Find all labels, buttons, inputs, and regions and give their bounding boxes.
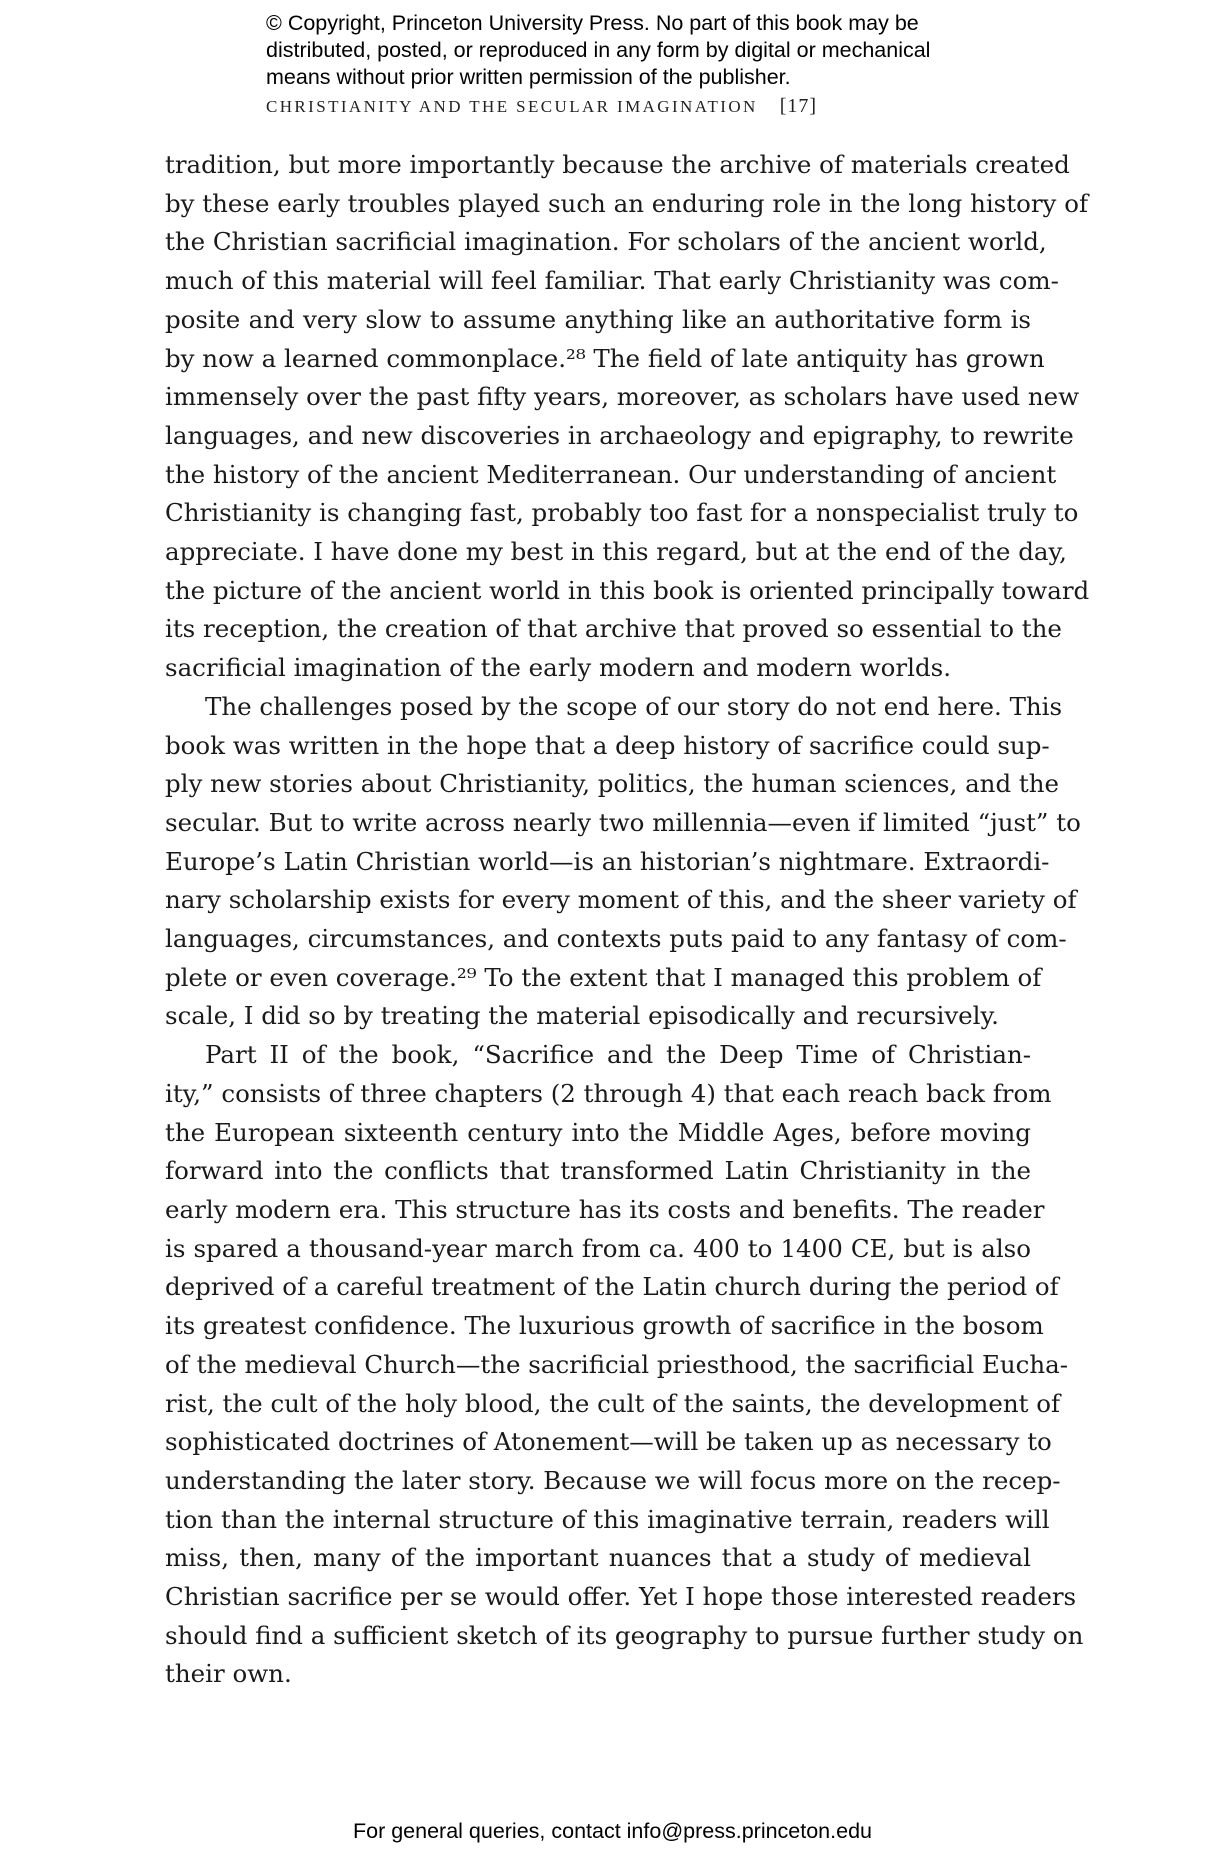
text-line: nary scholarship exists for every moment of this, and the sheer variety of <box>165 885 1077 915</box>
text-line: ply new stories about Christianity, politics, the human sciences, and the <box>165 769 1060 799</box>
text-line: the European sixteenth century into the Middle Ages, before moving <box>165 1117 1031 1147</box>
text-line: appreciate. I have done my best in this regard, but at the end of the day, <box>165 537 1067 567</box>
running-head <box>266 95 966 118</box>
text-line: Europe’s Latin Christian world—is an historian’s nightmare. Extraordi- <box>165 846 1050 876</box>
text-line: sacrificial imagination of the early modern and modern worlds. <box>165 653 952 683</box>
text-line: secular. But to write across nearly two millennia—even if limited “just” to <box>165 807 1081 837</box>
copyright-line: distributed, posted, or reproduced in any form by digital or mechanical <box>266 38 931 62</box>
text-line: plete or even coverage.²⁹ To the extent that I managed this problem of <box>165 962 1042 992</box>
text-line: the Christian sacrificial imagination. For scholars of the ancient world, <box>165 227 1047 257</box>
body-text <box>165 146 1090 1694</box>
text-line: scale, I did so by treating the material episodically and recursively. <box>165 1001 999 1031</box>
copyright-line: © Copyright, Princeton University Press. No part of this book may be <box>266 11 919 35</box>
text-line: Christianity is changing fast, probably too fast for a nonspecialist truly to <box>165 498 1079 528</box>
text-line: sophisticated doctrines of Atonement—will be taken up as necessary to <box>165 1427 1052 1457</box>
text-line: its reception, the creation of that archive that proved so essential to the <box>165 614 1062 644</box>
text-line: the picture of the ancient world in this book is oriented principally toward <box>165 575 1090 605</box>
text-line: The challenges posed by the scope of our story do not end here. This <box>205 691 1063 721</box>
text-line: understanding the later story. Because we will focus more on the recep- <box>165 1465 1061 1495</box>
running-head-title: CHRISTIANITY AND THE SECULAR IMAGINATION <box>266 97 758 116</box>
text-line: of the medieval Church—the sacrificial priesthood, the sacrificial Eucha- <box>165 1349 1069 1379</box>
text-line: early modern era. This structure has its costs and benefits. The reader <box>165 1194 1045 1224</box>
text-line: tradition, but more importantly because the archive of materials created <box>165 150 1070 179</box>
text-line: much of this material will feel familiar. That early Christianity was com- <box>165 266 1059 296</box>
text-line: their own. <box>165 1659 292 1689</box>
text-line: book was written in the hope that a deep history of sacrifice could sup- <box>165 730 1050 760</box>
text-line: Christian sacrifice per se would offer. Yet I hope those interested readers <box>165 1582 1077 1612</box>
text-line: miss, then, many of the important nuances that a study of medieval <box>165 1543 1031 1573</box>
text-line: tion than the internal structure of this imaginative terrain, readers will <box>165 1504 1050 1534</box>
text-line: its greatest confidence. The luxurious growth of sacrifice in the bosom <box>165 1311 1044 1341</box>
copyright-notice <box>266 10 966 91</box>
page-number: [17] <box>779 95 818 117</box>
text-line: immensely over the past fifty years, moreover, as scholars have used new <box>165 382 1080 412</box>
text-line: by now a learned commonplace.²⁸ The field of late antiquity has grown <box>165 343 1045 373</box>
paragraph <box>165 146 1090 688</box>
text-line: languages, circumstances, and contexts puts paid to any fantasy of com- <box>165 924 1067 954</box>
paragraph <box>165 1036 1084 1694</box>
text-line: deprived of a careful treatment of the Latin church during the period of <box>165 1272 1059 1302</box>
text-line: posite and very slow to assume anything like an authoritative form is <box>165 304 1031 334</box>
text-line: should find a sufficient sketch of its geography to pursue further study on <box>165 1620 1084 1650</box>
text-line: the history of the ancient Mediterranean. Our understanding of ancient <box>165 459 1057 489</box>
paragraph <box>165 688 1081 1036</box>
text-line: languages, and new discoveries in archaeology and epigraphy, to rewrite <box>165 420 1074 450</box>
copyright-line: means without prior written permission of the publisher. <box>266 65 791 89</box>
footer-contact: For general queries, contact info@press.princeton.edu <box>352 1819 872 1843</box>
text-line: is spared a thousand-year march from ca. 400 to 1400 CE, but is also <box>165 1233 1031 1263</box>
text-line: rist, the cult of the holy blood, the cult of the saints, the development of <box>165 1388 1061 1418</box>
text-line: Part II of the book, “Sacrifice and the Deep Time of Christian- <box>205 1040 1031 1070</box>
text-line: by these early troubles played such an enduring role in the long history of <box>165 188 1089 218</box>
text-line: forward into the conflicts that transformed Latin Christianity in the <box>165 1156 1031 1186</box>
text-line: ity,” consists of three chapters (2 through 4) that each reach back from <box>165 1078 1052 1108</box>
